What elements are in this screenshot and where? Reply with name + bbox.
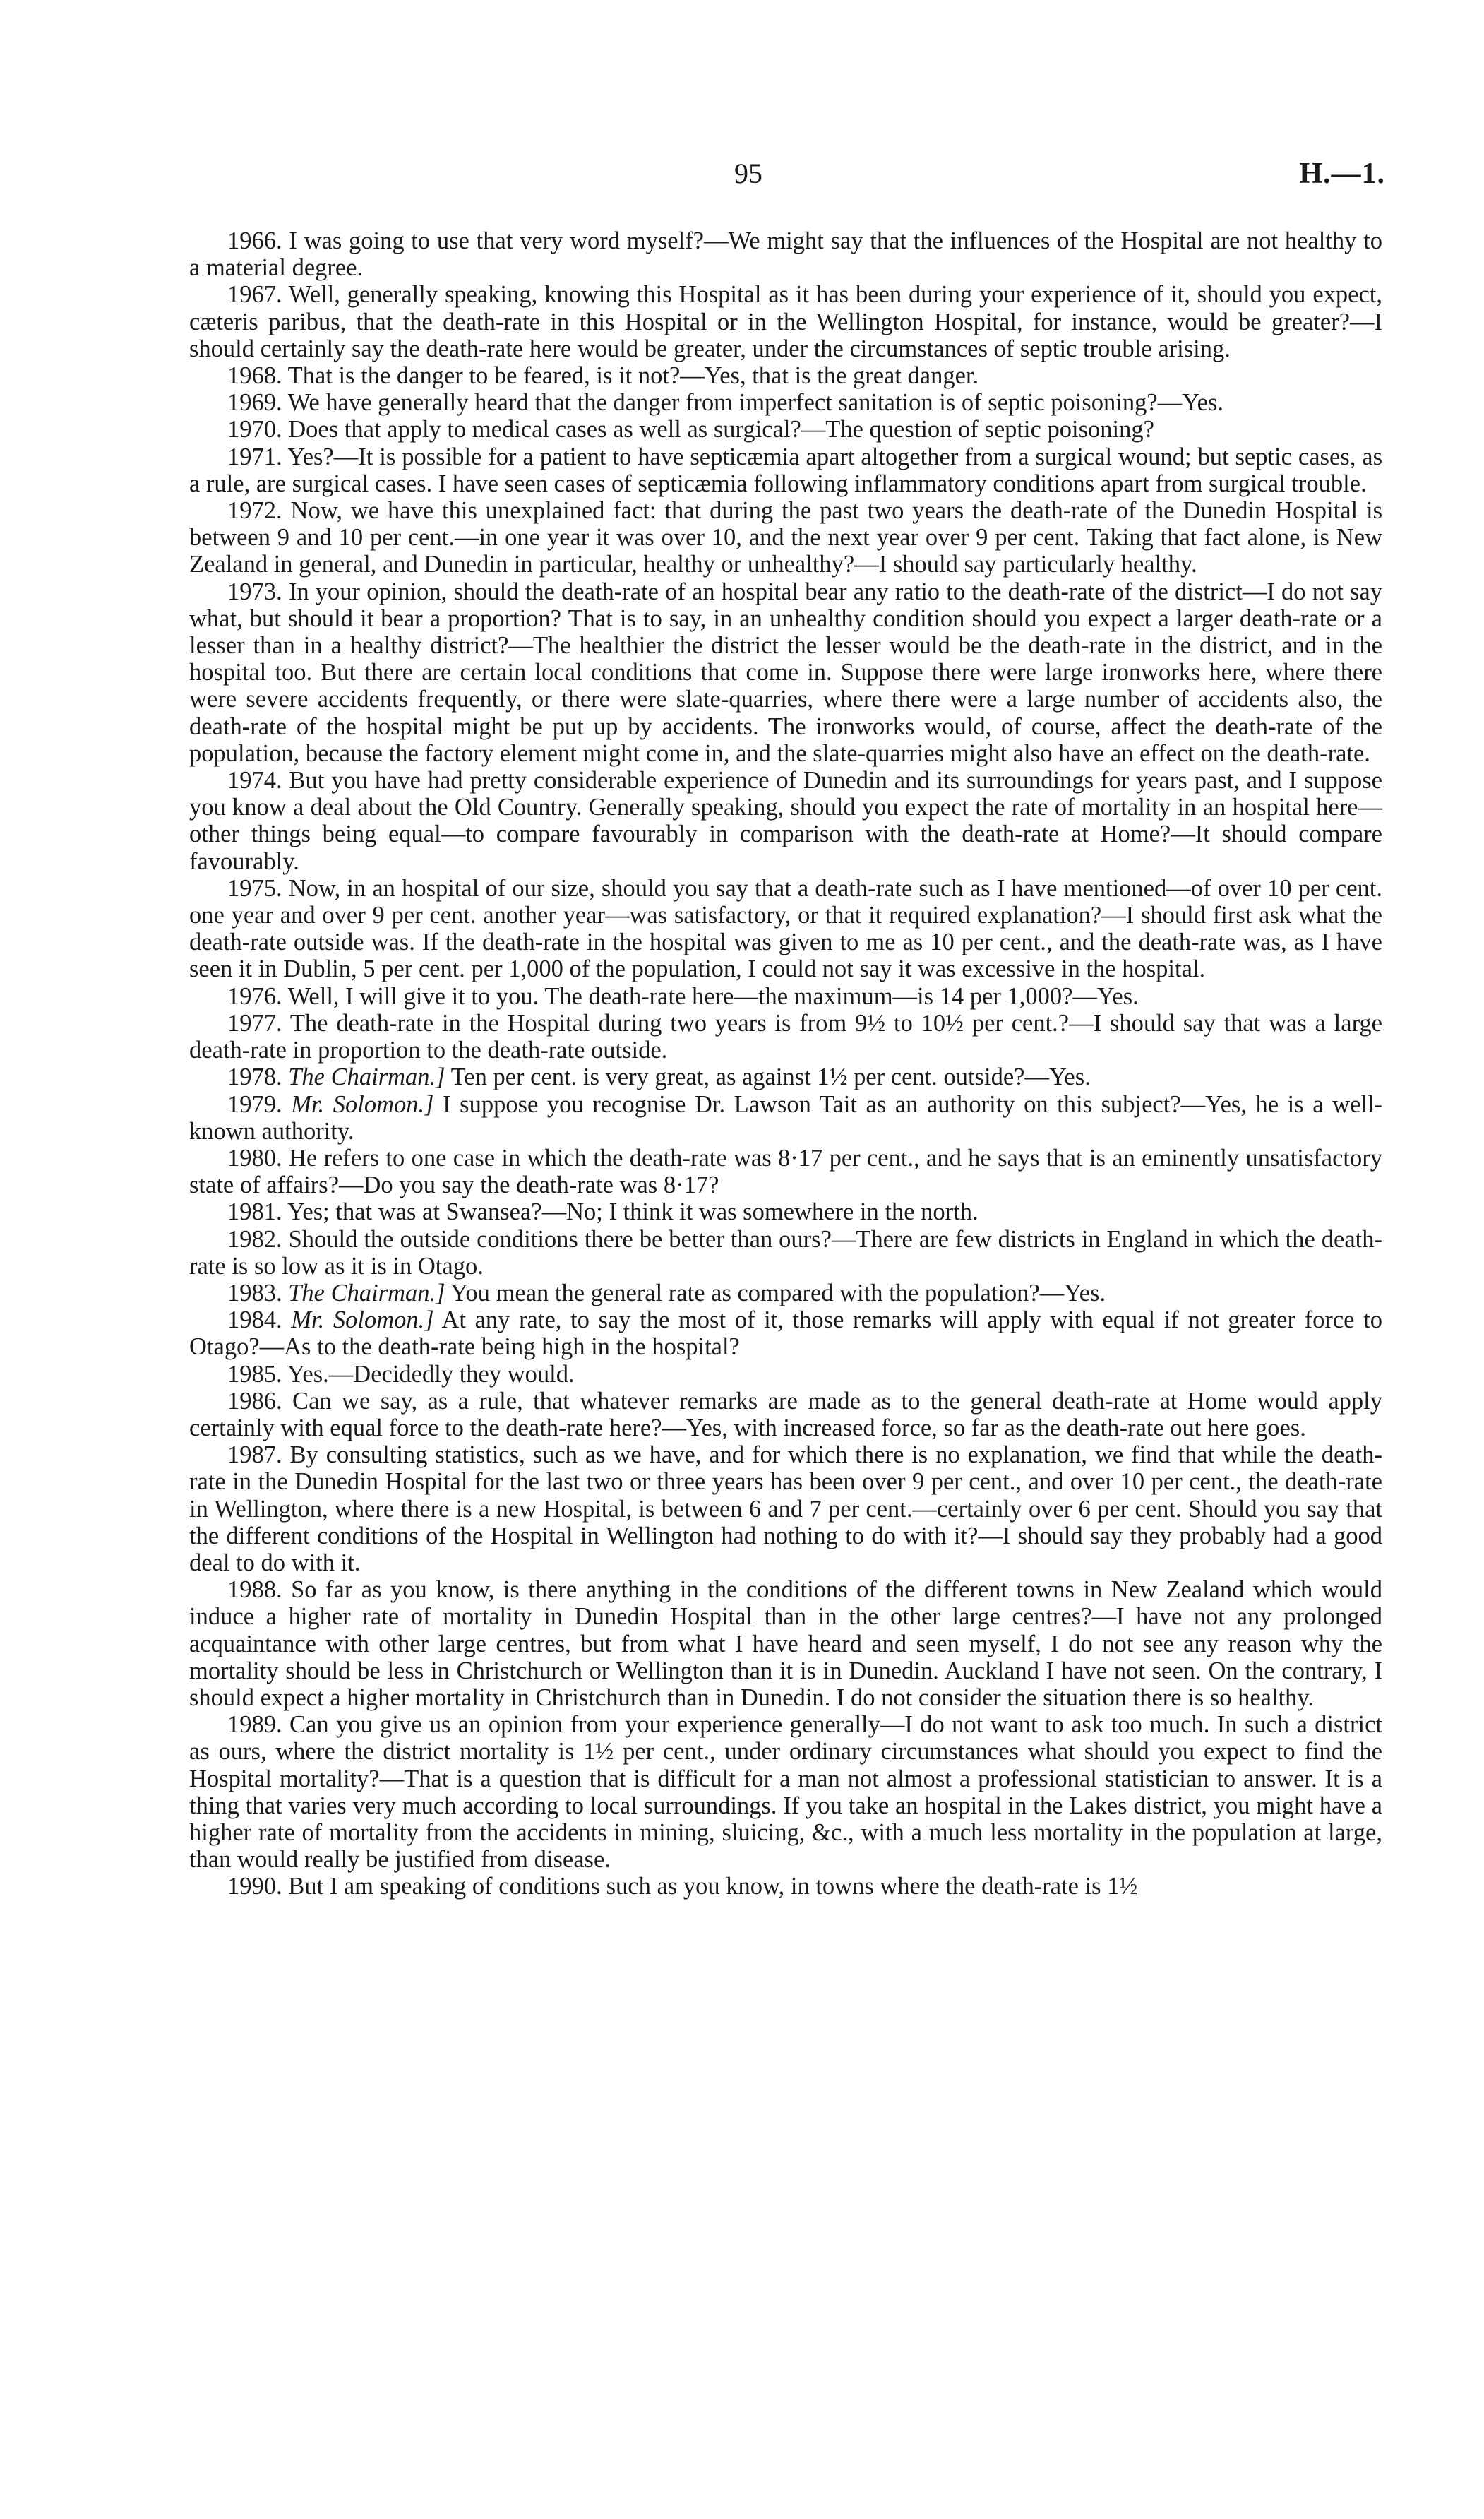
question-text: Now, in an hospital of our size, should you say that a death-rate such as I have mentioned—of over 10 per cent. one year and over 9 per cent. another year—was satisfactory, or that it required explanation?—I should first ask what the death-rate outside was. If the death-rate in the hospital was given to me as 10 per cent., and the death-rate was, as I have seen it in Dublin, 5 per cent. per 1,000 of the population, I could not say it was excessive in the hospital. [189,874,1382,983]
question-text: You mean the general rate as compared with the population?—Yes. [445,1279,1106,1306]
question-text: Ten per cent. is very great, as against 1½ per cent. outside?—Yes. [445,1064,1091,1091]
question-text: Can we say, as a rule, that whatever remarks are made as to the general death-rate at Home would apply certainly with equal force to the death-rate here?—Yes, with increased force, so far as the death-rate out here goes. [189,1387,1382,1441]
question-number: 1974. [227,767,282,794]
question-number: 1980. [227,1144,282,1172]
question-paragraph [189,875,1382,983]
question-paragraph [189,497,1382,578]
question-text: Should the outside conditions there be better than ours?—There are few districts in England in which the death-rate is so low as it is in Otago. [189,1225,1382,1280]
question-paragraph [189,1226,1382,1280]
question-paragraph [189,1306,1382,1360]
question-number: 1969. [227,389,282,417]
question-paragraph [189,1198,1382,1225]
question-number: 1967. [227,281,282,309]
question-number: 1973. [227,578,282,605]
question-paragraph [189,1091,1382,1145]
question-number: 1987. [227,1441,282,1469]
question-text: Yes; that was at Swansea?—No; I think it was somewhere in the north. [282,1198,979,1226]
document-reference: H.—1. [1299,157,1385,190]
question-paragraph [189,1711,1382,1873]
question-number: 1988. [227,1576,282,1604]
question-number: 1966. [227,227,282,254]
question-paragraph [189,1361,1382,1388]
question-text: Well, generally speaking, knowing this Hospital as it has been during your experience of it, should you expect, cæteris paribus, that the death-rate in this Hospital or in the Wellington Hospital, for instance, would be greater?—I should certainly say the death-rate here would be greater, under the circumstances of septic trouble arising. [189,281,1382,362]
question-paragraph [189,767,1382,875]
question-text: At any rate, to say the most of it, those remarks will apply with equal if not greater force to Otago?—As to the death-rate being high in the hospital? [189,1306,1382,1361]
question-text: I was going to use that very word myself?—We might say that the influences of the Hospital are not healthy to a material degree. [189,227,1382,282]
question-text: Well, I will give it to you. The death-rate here—the maximum—is 14 per 1,000?—Yes. [282,982,1139,1010]
speaker-label: Mr. Solomon.] [291,1306,434,1334]
question-paragraph [189,1280,1382,1306]
question-text: That is the danger to be feared, is it not?—Yes, that is the great danger. [282,362,979,390]
question-number: 1985. [227,1360,282,1388]
question-text: By consulting statistics, such as we have, and for which there is no explanation, we find that while the death-rate in the Dunedin Hospital for the last two or three years has been over 9 per cent., and over 10 per cent., the death-rate in Wellington, where there is a new Hospital, is between 6 and 7 per cent.—certainly over 6 per cent. Should you say that the different conditions of the Hospital in Wellington had nothing to do with it?—I should say they probably had a good deal to do with it. [189,1441,1382,1576]
question-number: 1981. [227,1198,282,1226]
question-number: 1977. [227,1009,282,1037]
question-paragraph [189,983,1382,1010]
question-number: 1975. [227,874,282,902]
question-number: 1970. [227,416,282,443]
question-text: But I am speaking of conditions such as you know, in towns where the death-rate is 1½ [282,1873,1138,1900]
question-paragraph [189,1145,1382,1198]
question-number: 1982. [227,1225,282,1253]
testimony-body [189,227,1382,1900]
question-paragraph [189,362,1382,389]
question-text: I suppose you recognise Dr. Lawson Tait as an authority on this subject?—Yes, he is a well-known authority. [189,1090,1383,1145]
speaker-label: The Chairman.] [288,1064,445,1091]
question-text: The death-rate in the Hospital during two years is from 9½ to 10½ per cent.?—I should say that was a large death-rate in proportion to the death-rate outside. [189,1009,1382,1064]
question-number: 1990. [227,1873,282,1900]
question-text: He refers to one case in which the death-rate was 8·17 per cent., and he says that is an eminently unsatisfactory state of affairs?—Do you say the death-rate was 8·17? [189,1144,1382,1199]
question-text: So far as you know, is there anything in the conditions of the different towns in New Zealand which would induce a higher rate of mortality in Dunedin Hospital than in the other large centres?—I have not any prolonged acquaintance with other large centres, but from what I have heard and seen myself, I do not see any reason why the mortality should be less in Christchurch or Wellington than it is in Dunedin. Auckland I have not seen. On the contrary, I should expect a higher mortality in Christchurch than in Dunedin. I do not consider the situation there is so healthy. [189,1576,1382,1711]
question-paragraph [189,1388,1382,1441]
question-text: In your opinion, should the death-rate of an hospital bear any ratio to the death-rate of the district—I do not say what, but should it bear a proportion? That is to say, in an unhealthy condition should you expect a larger death-rate or a lesser than in a healthy district?—The healthier the district the lesser would be the death-rate in the district, and in the hospital too. But there are certain local conditions that come in. Suppose there were large ironworks here, where there were severe accidents frequently, or there were slate-quarries, where there were a large number of accidents also, the death-rate of the hospital might be put up by accidents. The ironworks would, of course, affect the death-rate of the population, because the factory element might come in, and the slate-quarries might also have an effect on the death-rate. [189,578,1382,767]
question-text: Can you give us an opinion from your experience generally—I do not want to ask too much. In such a district as ours, where the district mortality is 1½ per cent., under ordinary circumstances what should you expect to find the Hospital mortality?—That is a question that is difficult for a man not almost a professional statistician to answer. It is a thing that varies very much according to local surroundings. If you take an hospital in the Lakes district, you might have a higher rate of mortality from the accidents in mining, sluicing, &c., with a much less mortality in the population at large, than would really be justified from disease. [189,1711,1382,1874]
question-text: Yes?—It is possible for a patient to have septicæmia apart altogether from a surgical wound; but septic cases, as a rule, are surgical cases. I have seen cases of septicæmia following inflammatory conditions apart from surgical trouble. [189,443,1382,497]
question-number: 1968. [227,362,282,390]
question-text: But you have had pretty considerable experience of Dunedin and its surroundings for years past, and I suppose you know a deal about the Old Country. Generally speaking, should you expect the rate of mortality in an hospital here—other things being equal—to compare favourably in comparison with the death-rate at Home?—It should compare favourably. [189,767,1382,875]
question-number: 1986. [227,1387,282,1415]
question-paragraph [189,416,1382,443]
question-paragraph [189,443,1382,497]
page-header [0,157,1484,206]
question-paragraph [189,389,1382,416]
question-text: We have generally heard that the danger from imperfect sanitation is of septic poisoning?—Yes. [282,389,1224,417]
question-number: 1979. [227,1090,282,1118]
question-paragraph [189,1441,1382,1576]
question-number: 1989. [227,1711,282,1739]
question-paragraph [189,1064,1382,1090]
question-number: 1971. [227,443,282,470]
speaker-label: Mr. Solomon.] [291,1090,434,1118]
question-paragraph [189,1010,1382,1064]
question-number: 1983. [227,1279,282,1306]
question-number: 1976. [227,982,282,1010]
question-text: Now, we have this unexplained fact: that during the past two years the death-rate of the Dunedin Hospital is between 9 and 10 per cent.—in one year it was over 10, and the next year over 9 per cent. Taking that fact alone, is New Zealand in general, and Dunedin in particular, healthy or unhealthy?—I should say particularly healthy. [189,497,1382,578]
question-paragraph [189,227,1382,281]
question-number: 1972. [227,497,282,525]
question-paragraph [189,1576,1382,1711]
question-paragraph [189,578,1382,767]
question-paragraph [189,281,1382,362]
page-number: 95 [734,157,762,189]
question-paragraph [189,1873,1382,1900]
question-number: 1978. [227,1064,282,1091]
question-text: Does that apply to medical cases as well as surgical?—The question of septic poisoning? [282,416,1154,443]
question-text: Yes.—Decidedly they would. [282,1360,575,1388]
question-number: 1984. [227,1306,282,1334]
speaker-label: The Chairman.] [288,1279,445,1306]
